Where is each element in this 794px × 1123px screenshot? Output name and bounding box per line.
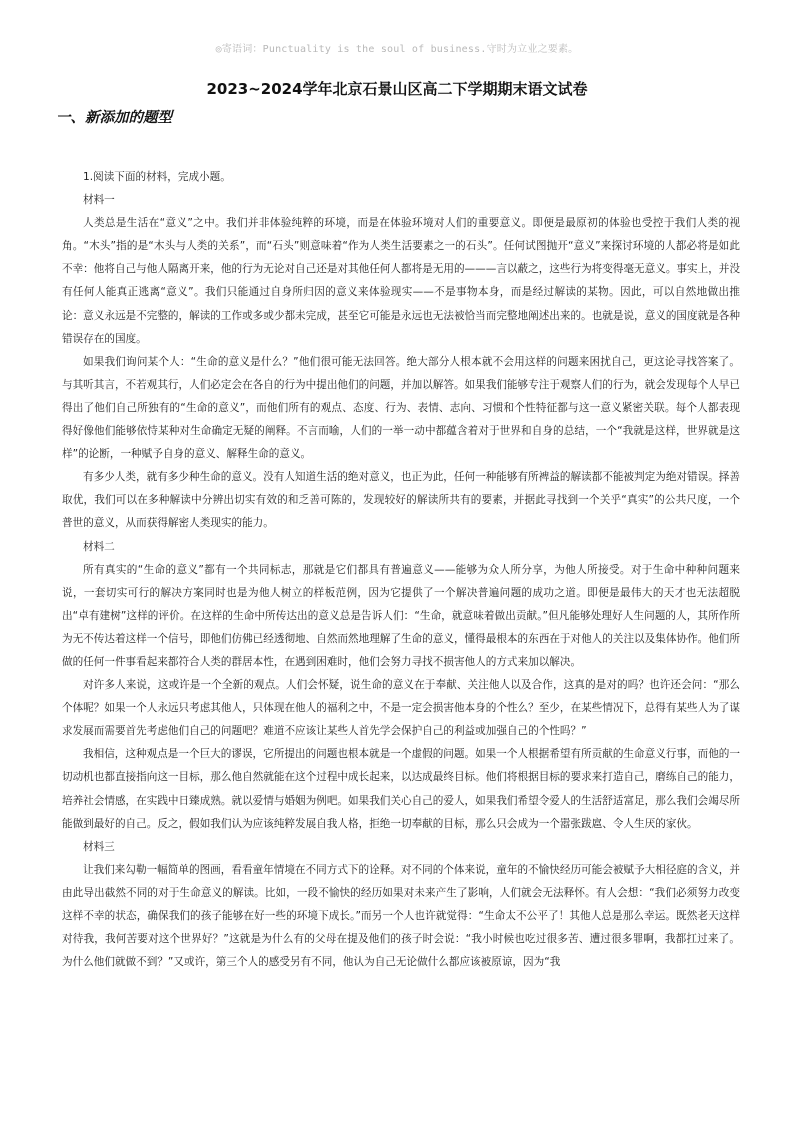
paragraph: 对许多人来说，这或许是一个全新的观点。人们会怀疑，说生命的意义在于奉献、关注他人以及合作，这真的是对的吗？也许还会问：“那么个体呢？如果一个人永远只考虑其他人，只体现在他人的福利之中，不是一定会损害他本身的个性么？至少，在某些情况下，总得有某些人为了谋求发展而需要首先考虑他们自己的问题吧？难道不应该让某些人首先学会保护自己的利益或加强自己的个性吗？” [62, 679, 740, 738]
paragraph: 如果我们询问某个人：“生命的意义是什么？”他们很可能无法回答。绝大部分人根本就不会用这样的问题来困扰自己，更这论寻找答案了。与其听其言，不若观其行，人们必定会在各自的行为中提出他们的问题，并加以解答。如果我们能够专注于观察人们的行为，就会发现每个人早已得出了他们自己所独有的“生命的意义”，而他们所有的观点、态度、行为、表情、志向、习惯和个性特征都与这一意义紧密关联。每个人都表现得好像他们能够依恃某种对生命确定无疑的阐释。不言而喻，人们的一举一动中都蕴含着对于世界和自身的总结，一个“我就是这样，世界就是这样”的论断，一种赋予自身的意义、解释生命的意义。 [62, 355, 740, 461]
material-label: 材料一 [83, 194, 115, 207]
header-motto: ◎寄语词：Punctuality is the soul of business.守时为立业之要素。 [215, 44, 579, 55]
material-label: 材料二 [83, 540, 115, 553]
document-body [62, 166, 740, 974]
paragraph: 我相信，这种观点是一个巨大的谬误，它所提出的问题也根本就是一个虚假的问题。如果一个人根据希望有所贡献的生命意义行事，而他的一切动机也都直接指向这一目标，那么他自然就能在这个过程中成长起来，以达成最终目标。他们将根据目标的要求来打造自己，磨练自己的能力，培养社会情感，在实践中日臻成熟。就以爱情与婚姻为例吧。如果我们关心自己的爱人，如果我们希望令爱人的生活舒适富足，那么我们会竭尽所能做到最好的自己。反之，假如我们认为应该纯粹发展自我人格，拒绝一切奉献的目标，那么只会成为一个嚣张跋扈、令人生厌的家伙。 [62, 748, 740, 830]
paragraph: 让我们来勾勒一幅简单的图画，看看童年情境在不同方式下的诠释。对不同的个体来说，童年的不愉快经历可能会被赋予大相径庭的含义，并由此导出截然不同的对于生命意义的解读。比如，一段不愉快的经历如果对未来产生了影响，人们就会无法释怀。有人会想：“我们必须努力改变这样不幸的状态，确保我们的孩子能够在好一些的环境下成长。”而另一个人也许就觉得：“生命太不公平了！其他人总是那么幸运。既然老天这样对待我，我何苦要对这个世界好？”这就是为什么有的父母在提及他们的孩子时会说：“我小时候也吃过很多苦、遭过很多罪啊，我都扛过来了。为什么他们就做不到？”又或许，第三个人的感受另有不同，他认为自己无论做什么都应该被原谅，因为“我 [62, 863, 740, 969]
document-title: 2023~2024学年北京石景山区高二下学期期末语文试卷 [206, 80, 588, 98]
section-heading: 一、新添加的题型 [56, 109, 172, 126]
question-prompt: 1.阅读下面的材料，完成小题。 [83, 171, 231, 183]
paragraph: 有多少人类，就有多少种生命的意义。没有人知道生活的绝对意义，也正为此，任何一种能够有所裨益的解读都不能被判定为绝对错误。择善取优，我们可以在多种解读中分辨出切实有效的和乏善可陈的，发现较好的解读所共有的要素，并据此寻找到一个关乎“真实”的公共尺度，一个普世的意义，从而获得解密人类现实的能力。 [62, 471, 740, 530]
paragraph: 人类总是生活在“意义”之中。我们并非体验纯粹的环境，而是在体验环境对人们的重要意义。即便是最原初的体验也受控于我们人类的视角。“木头”指的是“木头与人类的关系”，而“石头”则意味着“作为人类生活要素之一的石头”。任何试图抛开“意义”来探讨环境的人都必将是如此不幸：他将自己与他人隔离开来，他的行为无论对自己还是对其他任何人都将是无用的———言以蔽之，这些行为将变得毫无意义。事实上，并没有任何人能真正逃离“意义”。我们只能通过自身所归因的意义来体验现实——不是事物本身，而是经过解读的某物。因此，可以自然地做出推论：意义永远是不完整的，解读的工作或多或少都未完成，甚至它可能是永远也无法被恰当而完整地阐述出来的。也就是说，意义的国度就是各种错误存在的国度。 [62, 217, 740, 345]
paragraph: 所有真实的“生命的意义”都有一个共同标志，那就是它们都具有普遍意义——能够为众人所分享，为他人所接受。对于生命中种种问题来说，一套切实可行的解决方案同时也是为他人树立的样板范例，因为它提供了一个解决普遍问题的成功之道。即便是最伟大的天才也无法超脱出“卓有建树”这样的评价。在这样的生命中所传达出的意义总是告诉人们：“生命，就意味着做出贡献。”但凡能够处理好人生问题的人，其所作所为无不传达着这样一个信号，即他们仿佛已经透彻地、自然而然地理解了生命的意义，懂得最根本的东西在于对他人的关注以及集体协作。他们所做的任何一件事看起来都符合人类的群居本性，在遇到困难时，他们会努力寻找不损害他人的方式来加以解决。 [62, 563, 740, 668]
material-label: 材料三 [83, 840, 115, 853]
